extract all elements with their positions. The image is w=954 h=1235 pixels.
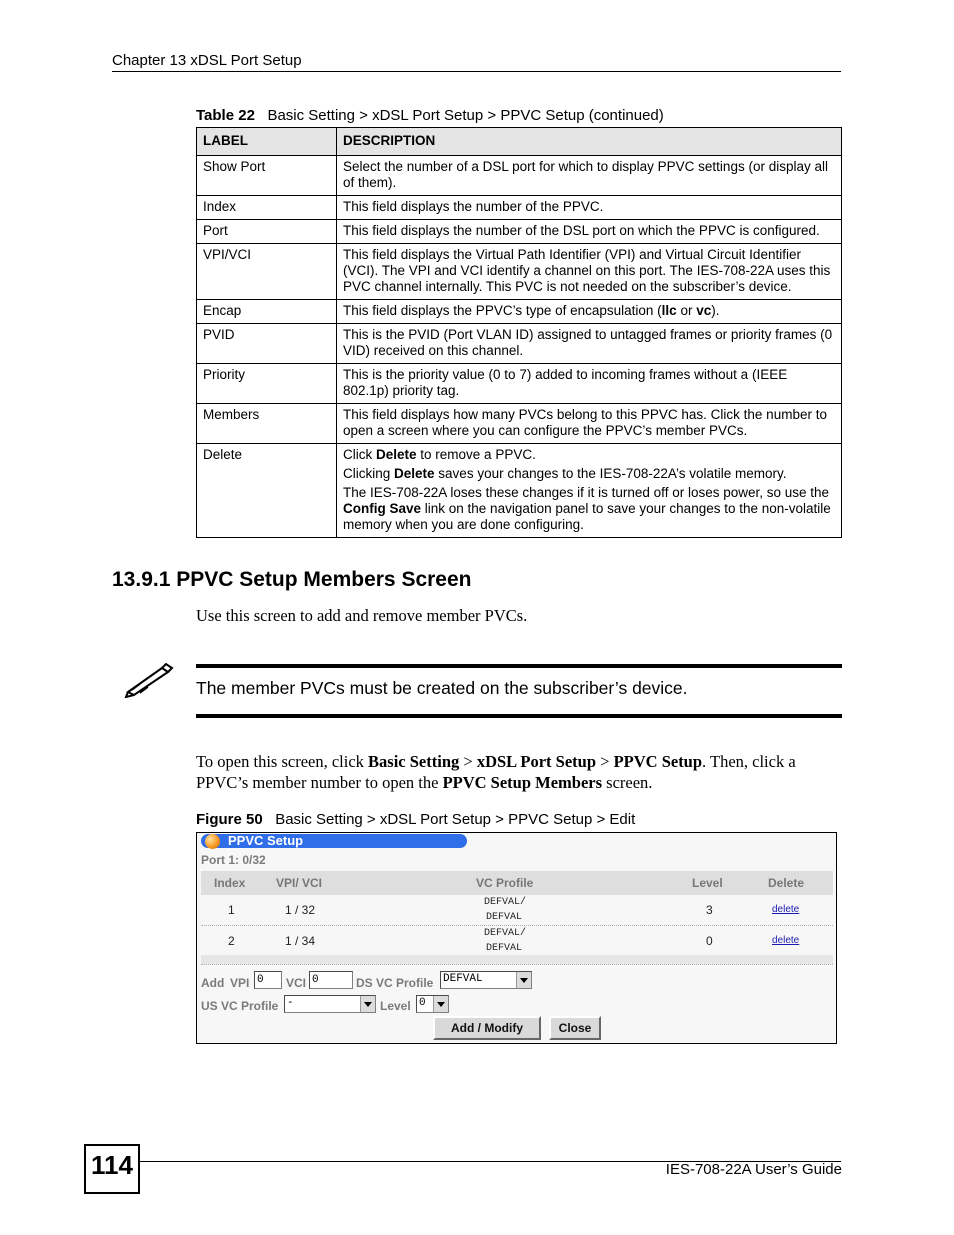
text-run: . Then, click a PPVC’s member number to open the <box>196 752 796 792</box>
panel-title: PPVC Setup <box>228 833 304 848</box>
row-description: This field displays the number of the DSL port on which the PPVC is configured. <box>337 220 842 244</box>
table-row <box>197 220 842 244</box>
row-vpivci: 1 / 32 <box>285 903 316 917</box>
row-label: Index <box>197 196 337 220</box>
chevron-down-icon[interactable] <box>360 996 375 1012</box>
us-vc-profile-value: - <box>287 997 294 1009</box>
vci-input[interactable] <box>309 971 353 989</box>
text-run: > <box>459 752 477 771</box>
row-vpivci: 1 / 34 <box>285 934 316 948</box>
row-description: This field displays the number of the PPVC. <box>337 196 842 220</box>
row-vc-profile-line2: DEFVAL <box>486 943 523 954</box>
row-description: This field displays the Virtual Path Identifier (VPI) and Virtual Circuit Identifier (VCI). The VPI and VCI identify a channel on this port. The IES-708-22A uses this PVC channel internally. This PVC is not needed on the subscriber’s device. <box>337 244 842 300</box>
chapter-header: Chapter 13 xDSL Port Setup <box>112 52 302 69</box>
note-rule-top <box>196 664 842 668</box>
text-run: to remove a PPVC. <box>416 447 536 462</box>
level-label: Level <box>380 999 411 1013</box>
row-vc-profile-line1: DEFVAL/ <box>484 897 527 908</box>
note-rule-bottom <box>196 714 842 718</box>
row-description: This is the PVID (Port VLAN ID) assigned to untagged frames or priority frames (0 VID) received on this channel. <box>337 324 842 364</box>
menu-path-basic-setting: Basic Setting <box>368 752 460 771</box>
encap-llc: llc <box>661 303 677 318</box>
ds-vc-profile-select[interactable] <box>440 971 532 989</box>
delete-desc-p1 <box>343 447 835 463</box>
vpi-input[interactable] <box>254 971 282 989</box>
ds-vc-profile-label: DS VC Profile <box>356 976 434 990</box>
text-run: Clicking <box>343 466 395 481</box>
text-run: Click <box>343 447 376 462</box>
label-column-header: LABEL <box>197 128 337 156</box>
panel-orb-icon <box>205 834 220 849</box>
level-select[interactable] <box>416 995 449 1013</box>
section-title: 13.9.1 PPVC Setup Members Screen <box>112 568 472 591</box>
row-index: 2 <box>228 934 235 948</box>
add-label: Add <box>201 976 225 990</box>
table-row <box>197 364 842 404</box>
table-row <box>197 196 842 220</box>
close-button[interactable]: Close <box>549 1016 601 1040</box>
table-caption-label: Table 22 <box>196 107 255 124</box>
row-index: 1 <box>228 903 235 917</box>
col-index-header: Index <box>214 876 246 890</box>
bold-run: Delete <box>394 466 435 481</box>
encap-vc: vc <box>696 303 712 318</box>
bold-run: Config Save <box>343 501 422 516</box>
row-divider <box>201 964 833 965</box>
page-number: 114 <box>91 1150 133 1180</box>
table-row <box>197 324 842 364</box>
row-description: This field displays how many PVCs belong to this PPVC has. Click the number to open a screen where you can configure the PPVC’s member PVCs. <box>337 404 842 444</box>
text-run: To open this screen, click <box>196 752 369 771</box>
us-vc-profile-select[interactable] <box>284 995 376 1013</box>
table-header-row <box>197 128 842 156</box>
menu-path-ppvc-setup: PPVC Setup <box>613 752 703 771</box>
row-description: This is the priority value (0 to 7) added to incoming frames without a (IEEE 802.1p) priority tag. <box>337 364 842 404</box>
add-modify-button[interactable]: Add / Modify <box>433 1016 541 1040</box>
row-label: Encap <box>197 300 337 324</box>
bold-run: Delete <box>376 447 417 462</box>
us-vc-profile-label: US VC Profile <box>201 999 279 1013</box>
col-level-header: Level <box>692 876 723 890</box>
row-description: Select the number of a DSL port for which to display PPVC settings (or display all of them). <box>337 156 842 196</box>
col-vc-profile-header: VC Profile <box>476 876 534 890</box>
screen-name: PPVC Setup Members <box>442 773 603 792</box>
row-label: Port <box>197 220 337 244</box>
row-vc-profile-line2: DEFVAL <box>486 912 523 923</box>
figure-caption <box>196 811 635 828</box>
row-label: PVID <box>197 324 337 364</box>
vpi-label: VPI <box>230 976 250 990</box>
col-delete-header: Delete <box>768 876 805 890</box>
row-description <box>337 300 842 324</box>
port-label: Port 1: 0/32 <box>201 853 266 867</box>
table-row <box>197 404 842 444</box>
text-run: > <box>596 752 614 771</box>
col-vpivci-header: VPI/ VCI <box>276 876 323 890</box>
encap-desc-post: ). <box>711 303 720 318</box>
guide-title: IES-708-22A User’s Guide <box>665 1161 842 1178</box>
menu-path-xdsl-port-setup: xDSL Port Setup <box>476 752 597 771</box>
row-level: 0 <box>706 934 713 948</box>
description-column-header: DESCRIPTION <box>337 128 842 156</box>
note-text: The member PVCs must be created on the subscriber’s device. <box>196 678 688 698</box>
section-intro: Use this screen to add and remove member PVCs. <box>196 606 528 625</box>
encap-desc-pre: This field displays the PPVC’s type of encapsulation ( <box>343 303 662 318</box>
header-rule <box>112 71 841 72</box>
row-label: Show Port <box>197 156 337 196</box>
table-caption <box>196 107 664 124</box>
table-row <box>197 300 842 324</box>
table-caption-text: Basic Setting > xDSL Port Setup > PPVC Setup (continued) <box>267 107 664 124</box>
row-label: Priority <box>197 364 337 404</box>
row-level: 3 <box>706 903 713 917</box>
chevron-down-icon[interactable] <box>433 996 448 1012</box>
row-label: Members <box>197 404 337 444</box>
delete-link[interactable]: delete <box>772 904 800 915</box>
text-run: link on the navigation panel to save your changes to the non-volatile memory when you are done configuring. <box>343 501 831 532</box>
table-row <box>197 244 842 300</box>
row-vc-profile-line1: DEFVAL/ <box>484 928 527 939</box>
description-table <box>196 127 842 538</box>
delete-desc-p2 <box>343 466 835 482</box>
level-value: 0 <box>419 997 426 1009</box>
text-run: saves your changes to the IES-708-22A’s volatile memory. <box>434 466 787 481</box>
row-label: VPI/VCI <box>197 244 337 300</box>
open-instructions <box>196 751 842 793</box>
note-pen-icon <box>122 662 174 698</box>
encap-desc-mid: or <box>676 303 697 318</box>
row-label: Delete <box>197 444 337 538</box>
table-row <box>197 444 842 538</box>
vci-label: VCI <box>286 976 307 990</box>
chevron-down-icon[interactable] <box>516 972 531 988</box>
ds-vc-profile-value: DEFVAL <box>443 973 483 985</box>
delete-link[interactable]: delete <box>772 935 800 946</box>
delete-desc-p3 <box>343 485 835 533</box>
text-run: screen. <box>602 773 653 792</box>
figure-caption-label: Figure 50 <box>196 811 263 828</box>
table-row <box>197 156 842 196</box>
grid-footer-strip <box>201 955 833 964</box>
row-description <box>337 444 842 538</box>
text-run: The IES-708-22A loses these changes if it is turned off or loses power, so use the <box>343 485 830 500</box>
figure-caption-text: Basic Setting > xDSL Port Setup > PPVC Setup > Edit <box>275 811 636 828</box>
